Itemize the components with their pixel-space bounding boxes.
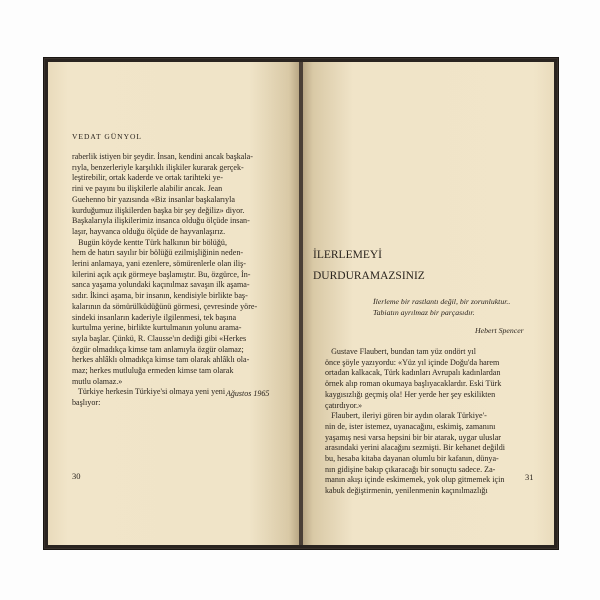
right-page-body: Gustave Flaubert, bundan tam yüz ondört yıl önce şöyle yazıyordu: «Yüz yıl içinde Doğu'da harem ortadan kalkacak, Türk kadınları Avrupalı kadınlardan örnek alıp roman okumaya başlıyacaklardır. Eski Türk kaygısızlığı geçmiş ola! Her yerde her şey eskilikten çatırdıyor.» Flaubert, ileriyi gören bir aydın olarak Türkiye'- nin de, ister istemez, uyanacağını, eskimiş, zamanını yaşamış nesi varsa hepsini bir bir atarak, uygar uluslar arasındaki yerini alacağını sezmişti. Bir kehanet değildi bu, hesaba kitaba dayanan olumlu bir kafanın, dünya- nın gidişine bakıp çıkaracağı bir sonuçtu sadece. Za- manın akışı içinde eskimemek, yok olup gitmemek için kabuk değiştirmenin, yenilenmenin kaçınılmazlığı: [325, 347, 506, 496]
chapter-title: İLERLEMEYİ DURDURAMAZSINIZ: [313, 249, 425, 282]
right-page: [303, 62, 554, 545]
running-header: VEDAT GÜNYOL: [72, 132, 142, 141]
page-number-left: 30: [72, 471, 81, 481]
left-page: [48, 62, 299, 545]
epigraph: İlerleme bir rastlantı değil, bir zorunluktur.. Tabiatın ayrılmaz bir parçasıdır.: [373, 297, 511, 317]
page-number-right: 31: [525, 472, 534, 482]
essay-date: Ağustos 1965: [226, 389, 270, 398]
left-page-body: raberlik istiyen bir şeydir. İnsan, kendini ancak başkala- rıyla, benzerleriyle karşılıklı ilişkiler kurarak gerçek- leştirebilir, ortak kaderde ve ortak tarihteki ye- rini ve payını bu ilişkilerle alabilir ancak. Jean Guehenno bir yazısında «Biz insanlar başkalarıyla kurduğumuz ilişkilerden başka bir şey değiliz» diyor. Başkalarıyla ilişkilerimiz insanca olduğu ölçüde insan- laşır, hayvanca olduğu ölçüde de hayvanlaşırız. Bugün köyde kentte Türk halkının bir bölüğü, hem de hatırı sayılır bir bölüğü ezilmişliğinin neden- lerini anlamaya, yani ezenlere, sömürenlerle olan iliş- kilerini açık açık görmeye başlamıştır. Bu, özgürce, İn- sanca yaşama yolundaki kaçınılmaz savaşın ilk aşama- sıdır. İkinci aşama, bir insanın, kendisiyle birlikte baş- kalarının da sömürülküdüğünü görmesi, çevresinde yöre- sindeki insanların kaderiyle ilgilenmesi, tek başına kurtulma yerine, birlikte kurtulmanın yolunu arama- sıyla başlar. Çünkü, R. Clausse'ın dediği gibi «Herkes özgür olmadıkça kimse tam anlamıyla özgür olamaz; herkes ahlâklı olmadıkça kimse tam olarak ahlâklı ola- maz; herkes mutluluğa ermeden kimse tam olarak mutlu olamaz.» Türkiye herkesin Türkiye'si olmaya yeni yeni başlıyor:: [72, 152, 258, 408]
open-book: [43, 57, 559, 550]
epigraph-author: Hebert Spencer: [475, 326, 524, 335]
